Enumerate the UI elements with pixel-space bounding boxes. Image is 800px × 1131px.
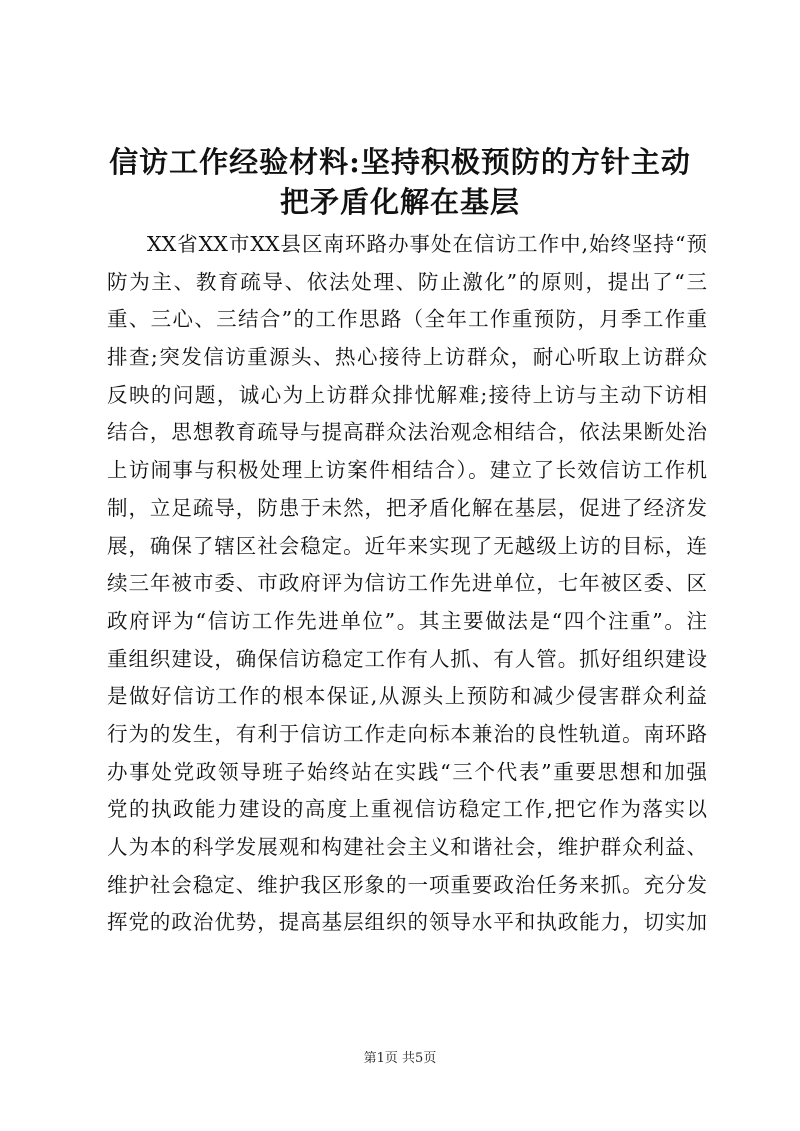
body-line: 人为本的科学发展观和构建社会主义和谐社会，维护群众利益、	[107, 835, 707, 859]
title-line-1: 信访工作经验材料:坚持积极预防的方针主动	[109, 145, 691, 179]
body-line: 行为的发生，有利于信访工作走向标本兼治的良性轨道。南环路	[107, 721, 707, 746]
body-line: 挥党的政治优势，提高基层组织的领导水平和执政能力，切实加	[107, 910, 707, 935]
body-line: 续三年被市委、市政府评为信访工作先进单位，七年被区委、区	[107, 571, 707, 596]
body-paragraph	[107, 226, 707, 942]
body-line: 办事处党政领导班子始终站在实践“三个代表”重要思想和加强	[107, 759, 707, 784]
body-line: 党的执政能力建设的高度上重视信访稳定工作,把它作为落实以	[107, 797, 707, 822]
body-line: XX省XX市XX县区南环路办事处在信访工作中,始终坚持“预	[147, 232, 707, 256]
page-number-footer: 第1页 共5页	[363, 1051, 437, 1066]
body-line: 维护社会稳定、维护我区形象的一项重要政治任务来抓。充分发	[107, 872, 707, 897]
body-line: 制，立足疏导，防患于未然，把矛盾化解在基层，促进了经济发	[107, 495, 707, 520]
title-line-2: 把矛盾化解在基层	[279, 185, 520, 219]
body-line: 是做好信访工作的根本保证,从源头上预防和减少侵害群众利益	[107, 684, 707, 709]
body-line: 政府评为“信访工作先进单位”。其主要做法是“四个注重”。注	[107, 608, 707, 633]
body-line: 防为主、教育疏导、依法处理、防止激化”的原则，提出了“三	[107, 269, 707, 294]
body-line: 重、三心、三结合”的工作思路（全年工作重预防，月季工作重	[107, 307, 707, 332]
body-line: 展，确保了辖区社会稳定。近年来实现了无越级上访的目标，连	[107, 533, 707, 558]
body-line: 结合，思想教育疏导与提高群众法治观念相结合，依法果断处治	[107, 420, 707, 445]
body-line: 反映的问题，诚心为上访群众排忧解难;接待上访与主动下访相	[107, 382, 707, 407]
body-line: 重组织建设，确保信访稳定工作有人抓、有人管。抓好组织建设	[107, 646, 707, 671]
document-title	[90, 142, 710, 222]
body-line: 排查;突发信访重源头、热心接待上访群众，耐心听取上访群众	[107, 345, 707, 370]
body-line: 上访闹事与积极处理上访案件相结合）。建立了长效信访工作机	[107, 458, 707, 483]
